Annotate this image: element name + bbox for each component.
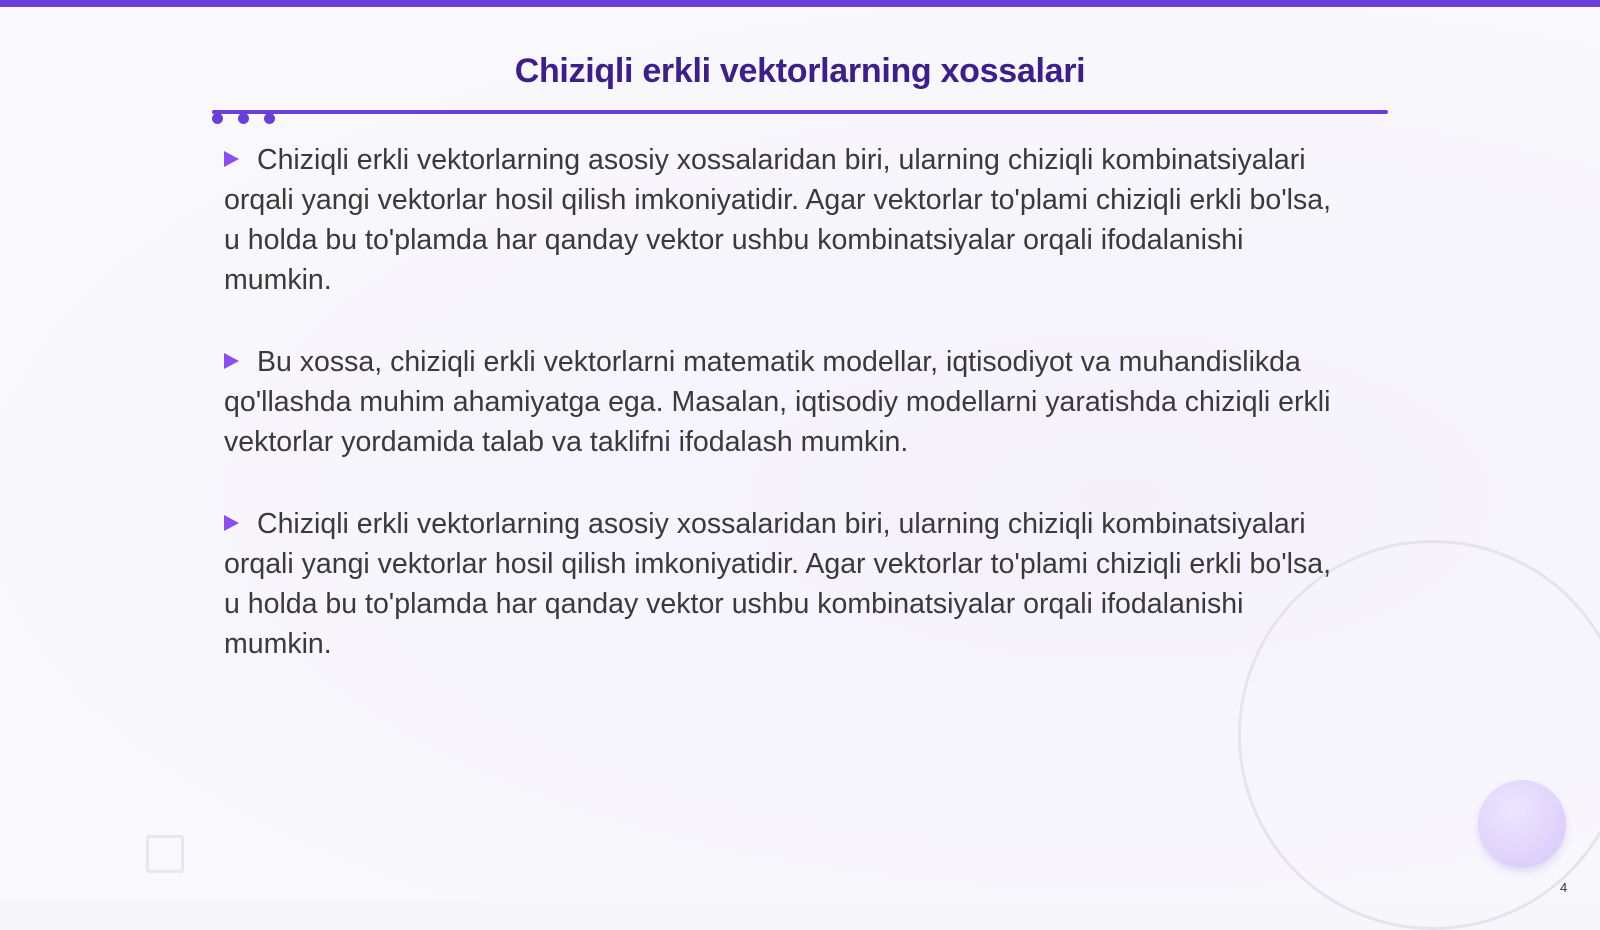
bullet-arrow-icon [224, 151, 239, 167]
slide-title: Chiziqli erkli vektorlarning xossalari [514, 52, 1086, 90]
bullet-text: Bu xossa, chiziqli erkli vektorlarni matematik modellar, iqtisodiyot va muhandislikda qo'llashda muhim ahamiyatga ega. Masalan, iqtisodiy modellarni yaratishda chiziqli erkli vektorlar yordamida talab va taklifni ifodalash mumkin. [224, 346, 1331, 458]
bullet-text: Chiziqli erkli vektorlarning asosiy xossalaridan biri, ularning chiziqli kombinatsiyalari orqali yangi vektorlar hosil qilish imkoniyatidir. Agar vektorlar to'plami chiziqli erkli bo'lsa, u holda bu to'plamda har qanday vektor ushbu kombinatsiyalar orqali ifodalanishi mumkin. [224, 508, 1332, 660]
top-accent-bar [0, 0, 1600, 7]
bullet-arrow-icon [224, 515, 239, 531]
bullet-item-2 [224, 342, 1344, 462]
title-dot-1 [212, 113, 223, 124]
bullet-arrow-icon [224, 353, 239, 369]
decorative-circle [1478, 780, 1566, 868]
title-dot-2 [238, 113, 249, 124]
page-number: 4 [1560, 880, 1568, 895]
bullet-list [224, 140, 1344, 706]
title-dot-3 [264, 113, 275, 124]
bullet-item-1 [224, 140, 1344, 300]
decorative-square [146, 835, 184, 873]
bullet-text: Chiziqli erkli vektorlarning asosiy xossalaridan biri, ularning chiziqli kombinatsiyalari orqali yangi vektorlar hosil qilish imkoniyatidir. Agar vektorlar to'plami chiziqli erkli bo'lsa, u holda bu to'plamda har qanday vektor ushbu kombinatsiyalar orqali ifodalanishi mumkin. [224, 144, 1332, 296]
bullet-item-3 [224, 504, 1344, 664]
title-underline [212, 110, 1388, 114]
